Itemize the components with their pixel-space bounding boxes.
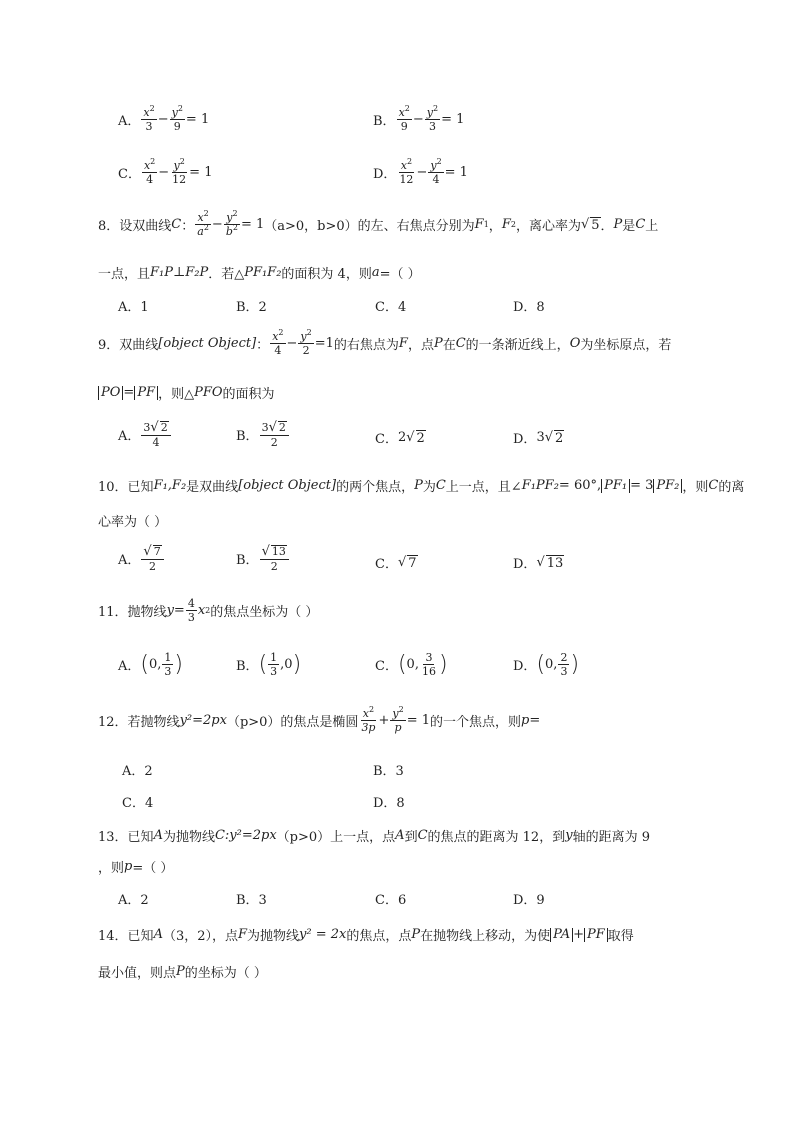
q7-option-b: B． $\frac{x^2}{9}$ − $\frac{y^2}{3}$ = 1	[373, 104, 465, 133]
q9-option-c: C． 2 √ 2	[375, 430, 425, 447]
q11-option-a: A． ( 0, $\frac{1}{3}$ )	[118, 651, 183, 678]
question-number: 13．	[98, 830, 128, 845]
q13-stem-line2: ，则 p =（ ）	[98, 859, 174, 876]
option-label: C．	[118, 167, 141, 182]
q7-option-d: D． $\frac{x^2}{12}$ − $\frac{y^2}{4}$ = 1	[373, 157, 468, 186]
q13-option-a: A．2	[118, 893, 149, 908]
q8-option-c: C．4	[375, 300, 407, 315]
q10-option-b: B． $\frac{√ 13}{2}$	[236, 545, 290, 572]
q11-option-b: B． ( $\frac{1}{3}$ ,0 )	[236, 651, 302, 678]
q12-stem: 12． 若抛物线 y²=2px （p>0）的焦点是椭圆 $\frac{x^2}{3p}$ + $\frac{y^2}{p}$ = 1 的一个焦点，则 p =	[98, 705, 541, 734]
q13-option-d: D．9	[513, 893, 545, 908]
q12-option-a: A．2	[122, 764, 153, 779]
option-label: A．	[118, 114, 141, 129]
question-number: 9．	[98, 338, 120, 353]
question-number: 10．	[98, 480, 128, 495]
question-number: 14．	[98, 929, 128, 944]
q8-stem-line1: 8． 设双曲线 C ： $\frac{x^2}{a^2}$ − $\frac{y^2}{b^2}$ = 1 （a>0，b>0）的左、右焦点分别为 F 1 ， F 2 ，离心率为 √ 5 ． P 是 C 上	[98, 209, 659, 238]
q9-option-b: B． $\frac{3√ 2}{2}$	[236, 421, 290, 448]
q10-option-d: D． √ 13	[513, 555, 564, 572]
q9-stem-line1: 9． 双曲线 [object Object] ： $\frac{x^2}{4}$ − $\frac{y^2}{2}$ =1 的右焦点为 F ，点 P 在 C 的一条渐近线上， O 为坐标原点，若	[98, 328, 672, 357]
q13-option-b: B．3	[236, 893, 267, 908]
q11-option-c: C． ( 0, $\frac{3}{16}$ )	[375, 651, 448, 678]
q7-option-c: C． $\frac{x^2}{4}$ − $\frac{y^2}{12}$ = 1	[118, 157, 213, 186]
question-number: 11．	[98, 605, 128, 620]
option-label: D．	[373, 167, 397, 182]
q13-option-c: C．6	[375, 893, 407, 908]
q9-option-d: D． 3 √ 2	[513, 430, 564, 447]
q8-option-a: A．1	[118, 300, 149, 315]
q13-stem-line1: 13． 已知 A 为抛物线 C:y²=2px （p>0）上一点，点 A 到 C 的焦点的距离为 12，到 y 轴的距离为 9	[98, 828, 650, 845]
option-label: B．	[373, 114, 396, 129]
q7-option-a: A． $\frac{x^2}{3}$ − $\frac{y^2}{9}$ = 1	[118, 104, 210, 133]
q9-option-a: A． $\frac{3√ 2}{4}$	[118, 421, 172, 448]
q14-stem-line2: 最小值，则点 P 的坐标为（ ）	[98, 964, 267, 981]
q12-option-b: B．3	[373, 764, 404, 779]
q10-option-a: A． $\frac{√ 7}{2}$	[118, 545, 165, 572]
q11-stem: 11． 抛物线 y = $\frac{4}{3}$ x 2 的焦点坐标为（ ）	[98, 597, 319, 624]
q14-stem-line1: 14． 已知 A （3，2），点 F 为抛物线 y² = 2x 的焦点，点 P 在抛物线上移动，为使 PA + PF 取得	[98, 926, 634, 944]
q10-option-c: C． √ 7	[375, 555, 417, 572]
question-number: 8．	[98, 219, 120, 234]
q9-stem-line2: PO = PF ，则△ PFO 的面积为	[98, 383, 275, 402]
question-number: 12．	[98, 715, 128, 730]
q8-option-d: D．8	[513, 300, 545, 315]
q12-option-c: C．4	[122, 796, 154, 811]
q8-stem-line2: 一点，且 F₁P⊥F₂P ．若△ PF₁F₂ 的面积为 4，则 a =（ ）	[98, 265, 421, 282]
q11-option-d: D． ( 0, $\frac{2}{3}$ )	[513, 651, 580, 678]
q12-option-d: D．8	[373, 796, 405, 811]
q10-stem-line1: 10． 已知 F₁,F₂ 是双曲线 [object Object] 的两个焦点， P 为 C 上一点，且∠ F₁PF₂ = 60°, PF₁ = 3 PF₂ ，则 C 的离	[98, 477, 745, 495]
q8-option-b: B．2	[236, 300, 267, 315]
q10-stem-line2: 心率为（ ）	[98, 515, 168, 530]
